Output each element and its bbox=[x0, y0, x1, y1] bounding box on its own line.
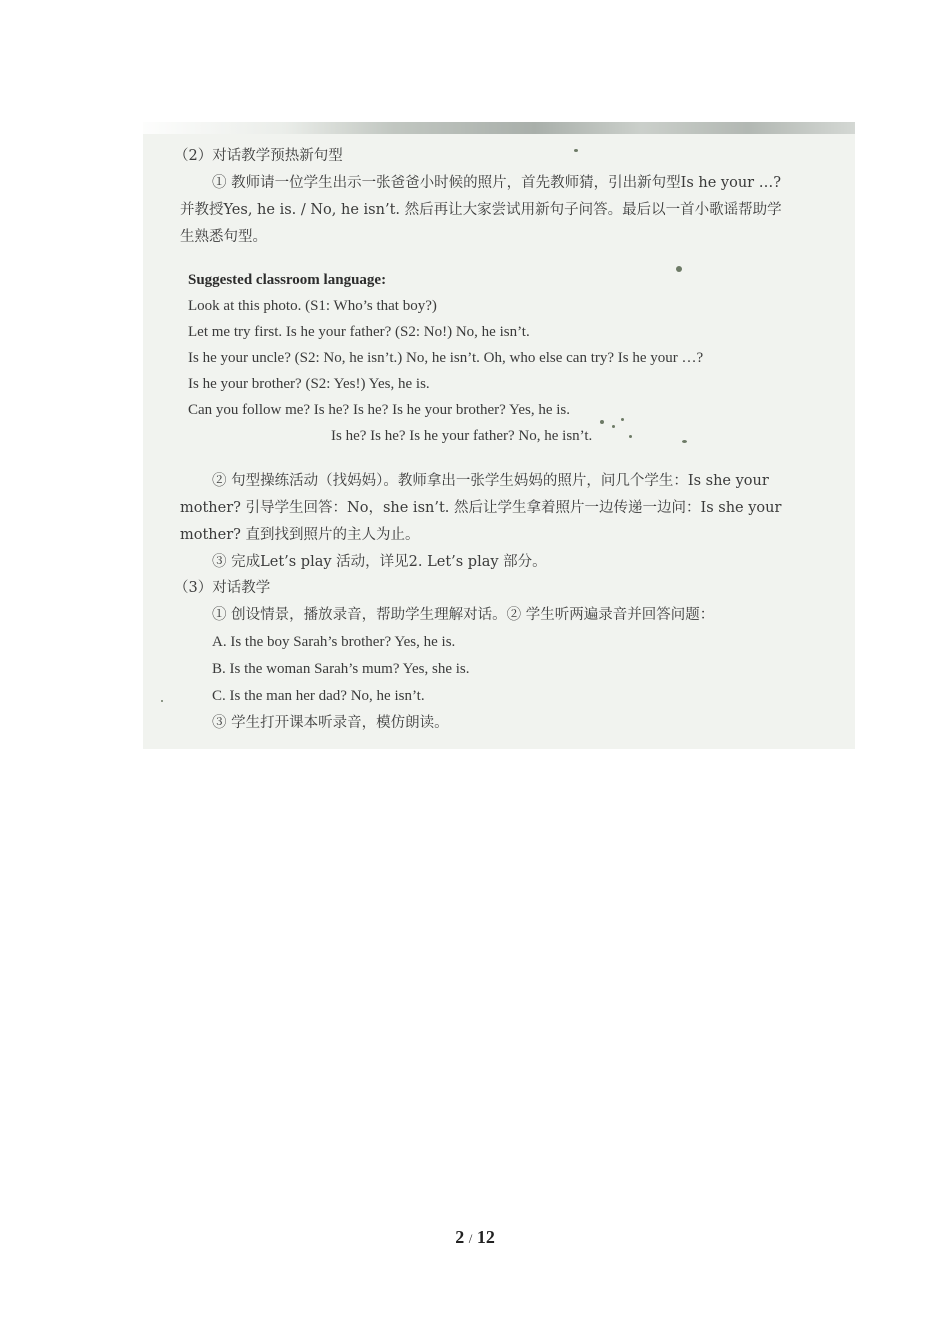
scanned-page-image bbox=[143, 122, 855, 749]
total-pages-number: 12 bbox=[476, 1227, 495, 1247]
classroom-line-2: Let me try first. Is he your father? (S2: No!) No, he isn’t. bbox=[188, 324, 530, 340]
classroom-line-6: Is he? Is he? Is he your father? No, he isn’t. bbox=[331, 428, 593, 444]
paragraph-1-line-1: ① 教师请一位学生出示一张爸爸小时候的照片，首先教师猜，引出新句型Is he your …? bbox=[212, 175, 781, 191]
scan-speck bbox=[676, 266, 682, 272]
classroom-line-5: Can you follow me? Is he? Is he? Is he your brother? Yes, he is. bbox=[188, 402, 570, 418]
scan-speck bbox=[574, 149, 578, 152]
scan-speck bbox=[600, 420, 604, 424]
scan-speck bbox=[612, 425, 615, 428]
paragraph-3: ③ 完成Let’s play 活动，详见2. Let’s play 部分。 bbox=[212, 554, 547, 570]
paragraph-2-line-1: ② 句型操练活动（找妈妈）。教师拿出一张学生妈妈的照片，问几个学生：Is she your bbox=[212, 473, 769, 489]
scan-top-edge bbox=[143, 122, 855, 134]
question-a: A. Is the boy Sarah’s brother? Yes, he is. bbox=[212, 634, 456, 650]
section-3-title: （3）对话教学 bbox=[174, 580, 271, 596]
scan-speck bbox=[161, 700, 163, 702]
question-c: C. Is the man her dad? No, he isn’t. bbox=[212, 688, 425, 704]
classroom-language-heading: Suggested classroom language: bbox=[188, 272, 387, 288]
page-number bbox=[0, 1227, 950, 1248]
current-page-number: 2 bbox=[455, 1227, 465, 1247]
paragraph-4: ① 创设情景，播放录音，帮助学生理解对话。② 学生听两遍录音并回答问题： bbox=[212, 607, 715, 623]
paragraph-2-line-2: mother? 引导学生回答：No，she isn’t. 然后让学生拿着照片一边传递一边问：Is she your bbox=[180, 500, 782, 516]
page-separator: / bbox=[468, 1231, 473, 1246]
section-2-title: （2）对话教学预热新句型 bbox=[174, 148, 343, 164]
paragraph-2-line-3: mother? 直到找到照片的主人为止。 bbox=[180, 527, 420, 543]
paragraph-1-line-2: 并教授Yes, he is. / No, he isn’t. 然后再让大家尝试用新句子问答。最后以一首小歌谣帮助学 bbox=[180, 202, 782, 218]
classroom-line-3: Is he your uncle? (S2: No, he isn’t.) No, he isn’t. Oh, who else can try? Is he your …? bbox=[188, 350, 704, 366]
paragraph-5: ③ 学生打开课本听录音，模仿朗读。 bbox=[212, 715, 449, 731]
classroom-line-1: Look at this photo. (S1: Who’s that boy?) bbox=[188, 298, 437, 314]
scan-speck bbox=[682, 440, 687, 443]
scan-speck bbox=[629, 435, 632, 438]
question-b: B. Is the woman Sarah’s mum? Yes, she is. bbox=[212, 661, 470, 677]
paragraph-1-line-3: 生熟悉句型。 bbox=[180, 229, 267, 245]
scan-speck bbox=[621, 418, 624, 421]
classroom-line-4: Is he your brother? (S2: Yes!) Yes, he is. bbox=[188, 376, 430, 392]
